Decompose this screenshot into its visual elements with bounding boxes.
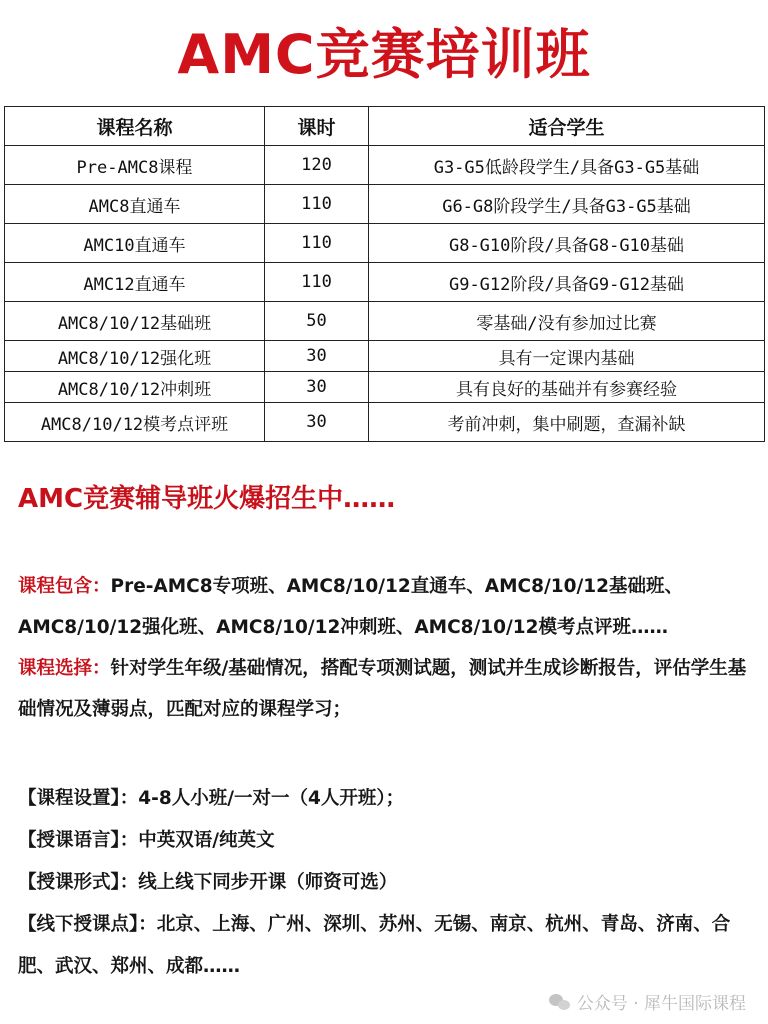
detail-text: 4-8人小班/一对一（4人开班）； — [138, 788, 405, 809]
cell-course: AMC8/10/12模考点评班 — [5, 403, 265, 442]
header-hours: 课时 — [265, 107, 369, 146]
cell-course: AMC8/10/12基础班 — [5, 302, 265, 341]
detail-label: 【线下授课点】： — [18, 914, 157, 935]
cell-hours: 30 — [265, 372, 369, 403]
table-row — [5, 302, 765, 341]
detail-teaching-format — [18, 862, 758, 904]
cell-students: 具有良好的基础并有参赛经验 — [369, 372, 765, 403]
cell-course: AMC10直通车 — [5, 224, 265, 263]
cell-students: G6-G8阶段学生/具备G3-G5基础 — [369, 185, 765, 224]
detail-text: 中英双语/纯英文 — [138, 830, 275, 851]
cell-course: AMC8/10/12强化班 — [5, 341, 265, 372]
course-selection-label: 课程选择： — [18, 658, 111, 679]
table-row — [5, 146, 765, 185]
cell-students: G9-G12阶段/具备G9-G12基础 — [369, 263, 765, 302]
detail-label: 【课程设置】： — [18, 788, 139, 809]
cell-course: AMC12直通车 — [5, 263, 265, 302]
table-row — [5, 341, 765, 372]
table-row — [5, 263, 765, 302]
course-includes-label: 课程包含： — [18, 576, 111, 597]
cell-hours: 30 — [265, 341, 369, 372]
detail-label: 【授课语言】： — [18, 830, 139, 851]
cell-students: 具有一定课内基础 — [369, 341, 765, 372]
watermark — [549, 989, 746, 1014]
cell-hours: 30 — [265, 403, 369, 442]
detail-teaching-language — [18, 820, 758, 862]
cell-hours: 120 — [265, 146, 369, 185]
cell-students: G8-G10阶段/具备G8-G10基础 — [369, 224, 765, 263]
detail-label: 【授课形式】： — [18, 872, 139, 893]
table-row — [5, 372, 765, 403]
header-suitable-students: 适合学生 — [369, 107, 765, 146]
course-includes-text: Pre-AMC8专项班、AMC8/10/12直通车、AMC8/10/12基础班、AMC8/10/12强化班、AMC8/10/12冲刺班、AMC8/10/12模考点评班…… — [18, 576, 683, 638]
detail-offline-locations — [18, 904, 758, 988]
table-row — [5, 185, 765, 224]
course-table — [4, 106, 765, 442]
cell-students: 考前冲刺，集中刷题，查漏补缺 — [369, 403, 765, 442]
course-selection-paragraph — [18, 648, 758, 730]
cell-hours: 110 — [265, 263, 369, 302]
detail-class-setup — [18, 778, 758, 820]
wechat-icon — [549, 993, 571, 1011]
course-includes-paragraph — [18, 566, 758, 648]
cell-students: G3-G5低龄段学生/具备G3-G5基础 — [369, 146, 765, 185]
detail-text: 线上线下同步开课（师资可选） — [138, 872, 398, 893]
cell-course: AMC8/10/12冲刺班 — [5, 372, 265, 403]
cell-hours: 50 — [265, 302, 369, 341]
table-row — [5, 403, 765, 442]
detail-text: 北京、上海、广州、深圳、苏州、无锡、南京、杭州、青岛、济南、合肥、武汉、郑州、成都…… — [18, 914, 731, 977]
watermark-text: 公众号 · 犀牛国际课程 — [576, 994, 746, 1014]
enrollment-heading: AMC竞赛辅导班火爆招生中…… — [18, 484, 396, 514]
cell-hours: 110 — [265, 224, 369, 263]
table-row — [5, 224, 765, 263]
header-course-name: 课程名称 — [5, 107, 265, 146]
cell-students: 零基础/没有参加过比赛 — [369, 302, 765, 341]
course-selection-text: 针对学生年级/基础情况，搭配专项测试题，测试并生成诊断报告，评估学生基础情况及薄弱点，匹配对应的课程学习； — [18, 658, 747, 720]
table-header-row — [5, 107, 765, 146]
cell-course: Pre-AMC8课程 — [5, 146, 265, 185]
cell-hours: 110 — [265, 185, 369, 224]
page-title: AMC竞赛培训班 — [177, 23, 591, 86]
cell-course: AMC8直通车 — [5, 185, 265, 224]
